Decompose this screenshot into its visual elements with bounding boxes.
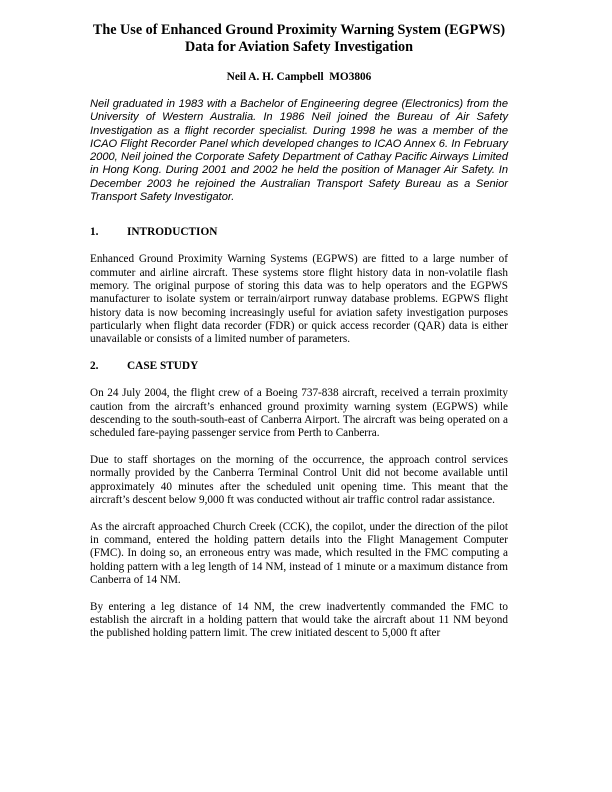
- paragraph: Due to staff shortages on the morning of the occurrence, the approach control services normally provided by the Canberra Terminal Control Unit did not become available until approximately 40 minutes after the scheduled unit opening time. This meant that the aircraft’s descent below 9,000 ft was conducted without air traffic control radar assistance.: [90, 454, 508, 507]
- paragraph: As the aircraft approached Church Creek (CCK), the copilot, under the direction of the pilot in command, entered the holding pattern details into the Flight Management Computer (FMC). In doing so, an erroneous entry was made, which resulted in the FMC computing a holding pattern with a leg length of 14 NM, instead of 1 minute or a maximum distance from Canberra of 14 NM.: [90, 520, 508, 587]
- section-heading-introduction: [90, 226, 508, 238]
- author-line: Neil A. H. Campbell MO3806: [226, 71, 372, 83]
- section-title: CASE STUDY: [127, 360, 199, 373]
- title-line-1: The Use of Enhanced Ground Proximity Warning System (EGPWS): [92, 22, 506, 38]
- section-number: 2.: [90, 360, 99, 373]
- document-page: [90, 22, 508, 652]
- author-bio: Neil graduated in 1983 with a Bachelor of Engineering degree (Electronics) from the University of Western Australia. In 1986 Neil joined the Bureau of Air Safety Investigation as a flight recorder specialist. During 1998 he was a member of the ICAO Flight Recorder Panel which developed changes to ICAO Annex 6. In February 2000, Neil joined the Corporate Safety Department of Cathay Pacific Airways Limited in Hong Kong. During 2001 and 2002 he held the position of Manager Air Safety. In December 2003 he rejoined the Australian Transport Safety Bureau as a Senior Transport Safety Investigator.: [90, 98, 508, 204]
- section-title: INTRODUCTION: [127, 226, 218, 239]
- title-line-2: Data for Aviation Safety Investigation: [184, 39, 414, 55]
- paragraph: Enhanced Ground Proximity Warning Systems (EGPWS) are fitted to a large number of commuter and airline aircraft. These systems store flight history data in non-volatile flash memory. The original purpose of storing this data was to help operators and the EGPWS manufacturer to isolate system or terrain/airport runway database problems. EGPWS flight history data is now becoming increasingly useful for aviation safety investigation purposes particularly when flight data recorder (FDR) or quick access recorder (QAR) data is either unavailable or consists of a limited number of parameters.: [90, 253, 508, 346]
- section-number: 1.: [90, 226, 99, 239]
- paragraph: By entering a leg distance of 14 NM, the crew inadvertently commanded the FMC to establish the aircraft in a holding pattern that would take the aircraft about 11 NM beyond the published holding pattern limit. The crew initiated descent to 5,000 ft after: [90, 600, 508, 640]
- document-title: [70, 22, 528, 56]
- section-heading-case-study: [90, 360, 508, 372]
- paragraph: On 24 July 2004, the flight crew of a Boeing 737-838 aircraft, received a terrain proximity caution from the aircraft’s enhanced ground proximity warning system (EGPWS) while descending to the south-south-east of Canberra Airport. The aircraft was being operated on a scheduled fare-paying passenger service from Perth to Canberra.: [90, 387, 508, 440]
